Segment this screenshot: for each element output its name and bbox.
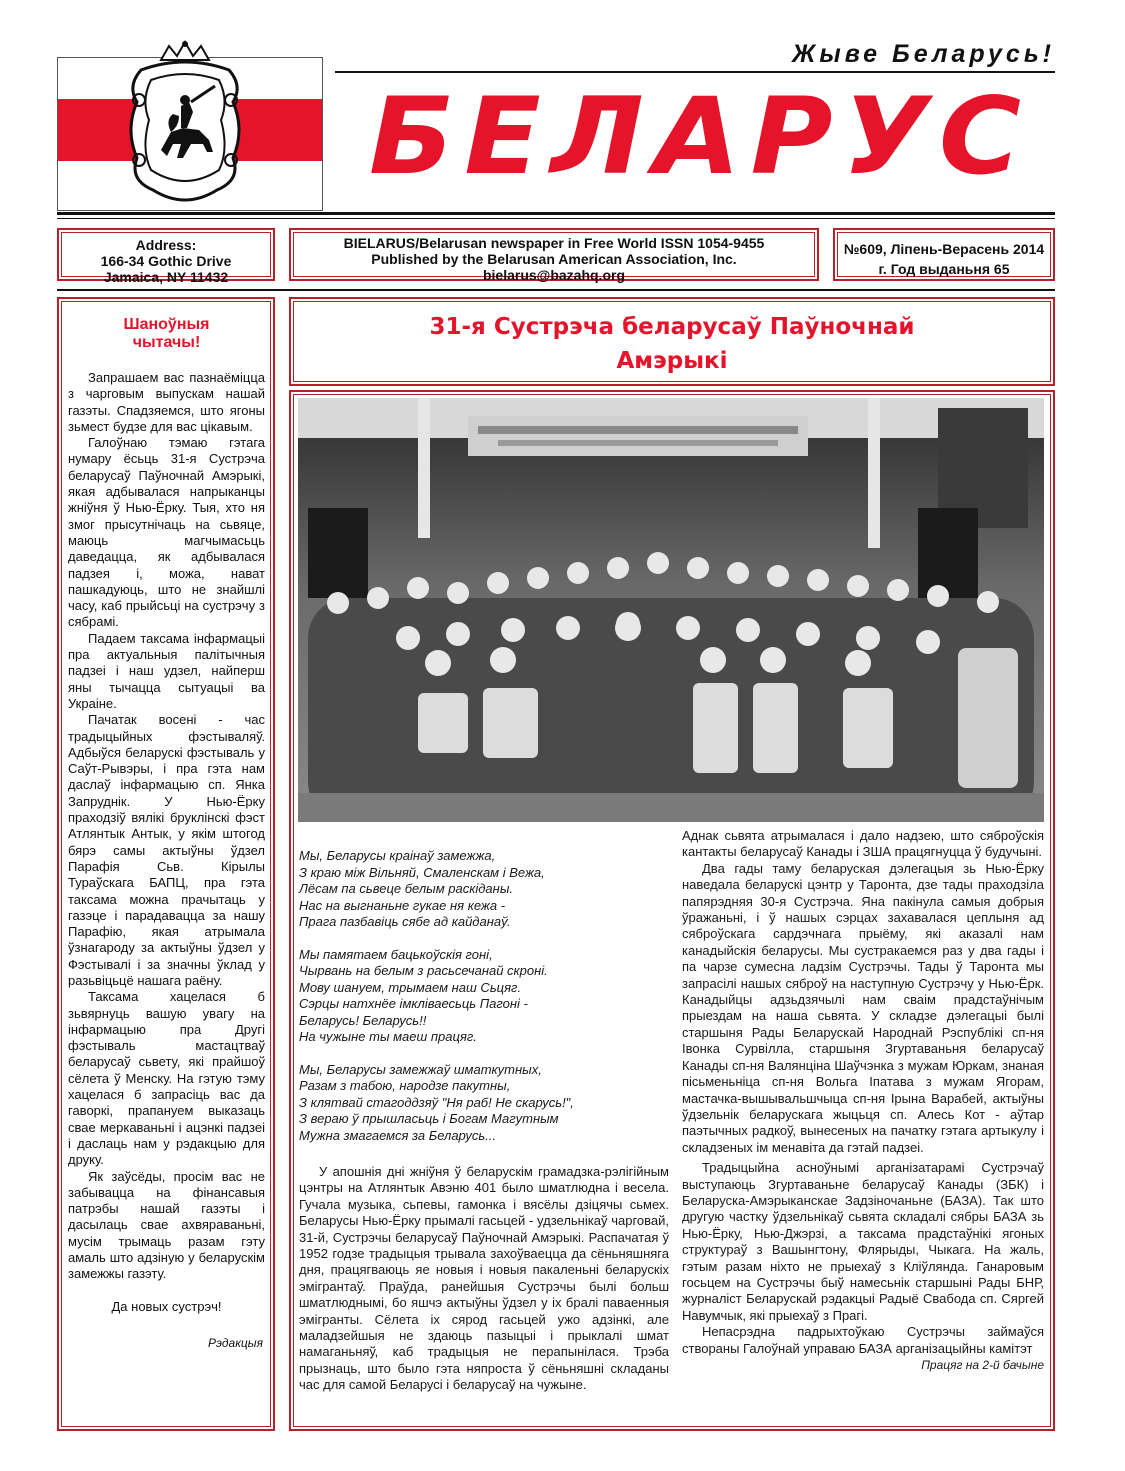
article-column-2: [682, 828, 1044, 1373]
address-city: Jamaica, NY 11432: [103, 269, 229, 285]
article-paragraph: У апошнія дні жніўня ў беларускім грамадзка-рэлігійным цэнтры на Атлянтык Авэню 401 было шматлюдна і весела. Гучала музыка, сьпевы, гамонка і вясёлы дзіцячы сьмех. Беларусы Нью-Ёрку прымалі гасьцей - удзельнікаў чарговай, 31-й, Сустрэчы беларусаў Паўночнай Амэрыкі. Распачатая ў 1952 годзе традыцыя трывала захоўваецца да сёньняшняга дня, працягваюць яе новыя і новыя пакаленьні беларускіх эмігрантаў. Праўда, ранейшыя Сустрэчы былі больш шматлюднымі, бо яшчэ актыўны ўдзел у іх бралі паваенныя эмігранты. Сёлета іх сярод гасьцей ужо адзінкі, але маладзейшыя не здаюць пазыцыі і прыклалі шмат намаганьняў, каб традыцыя не перапынілася. Трэба прызнаць, што было гэта няпроста ў сёньняшні складаны час для самой Беларусі і беларусаў на чужыне.: [299, 1164, 669, 1393]
article-paragraph: Традыцыйна асноўнымі арганізатарамі Сустрэчаў выступаюць Згуртаваньне беларусаў Канады (ЗБК) і Беларуска-Амэрыканскае Задзіночаньне (БАЗА). Так што другую частку ўдзельнікаў сьвята складалі сябры БАЗА зь Нью-Ёрку, Нью-Джэрзі, а таксама прадстаўнікі ягоных структураў з Вашынгтону, Флярыды, Чыкага. На жаль, гэтым разам ніхто не прыехаў з Кліўлянда. Ганаровым госьцем на Сустрэчы быў намесьнік старшыні Рады БНР, журналіст Беларускай рэдакцыі Радыё Свабода сп. Сяргей Навумчык, які прыехаў з Прагі.: [682, 1160, 1044, 1323]
sidebar-heading: Шаноўныя чытачы!: [123, 316, 210, 351]
poem-stanza: Мы, Беларусы замежжаў шматкутных, Разам з табою, народзе пакутны, З клятвай стагоддзяў "Ня раб! Не скарусь!", З вераю ў прышласьць і Богам Магутным Мужна змагаемся за Беларусь...: [299, 1061, 574, 1143]
editorial-sidebar: [57, 297, 275, 1431]
article-column-1: [299, 1164, 669, 1394]
sidebar-paragraph: Запрашаем вас пазнаёміцца з чарговым выпускам нашай газэты. Спадзяемся, што ягоны зьмест будзе для вас цікавым.: [68, 370, 265, 434]
issue-year: г. Год выданьня 65: [878, 261, 1010, 277]
motto: Жыве Беларусь!: [792, 40, 1055, 68]
sidebar-paragraph: Як заўсёды, просім вас не забывацца на фінансавыя патрэбы нашай газэты і дасылаць свае ахвяраваньні, мусім трымаць разам гэту амаль што адзіную у беларускім замежжы газэту.: [68, 1168, 265, 1282]
address-street: 166-34 Gothic Drive: [100, 253, 232, 269]
address-box: [57, 228, 275, 285]
issue-number: №609, Ліпень-Верасень 2014: [843, 241, 1045, 257]
poem-stanza: Мы памятаем бацькоўскія гоні, Чырвань на белым з расьсечанай скроні. Мову шануем, трымаем наш Сьцяг. Сэрцы натхнёе імкліваесьць Пагоні - Беларусь! Беларусь!! На чужыне ты маеш працяг.: [299, 946, 548, 1044]
sidebar-signature: Рэдакцыя: [208, 1335, 263, 1350]
masthead-divider: [57, 212, 1055, 215]
masthead-divider-thin: [57, 218, 1055, 219]
poem: [299, 848, 669, 1160]
sidebar-paragraph: Пачатак восені - час традыцыйных фэстываляў. Адбыўся беларускі фэстываль у Саўт-Рывэры, і пра гэта нам даслаў інфармацыю сп. Янка Запруднік. У Нью-Ёрку праходзіў вялікі бруклінскі фэст Атлянтык Антык, у якім штогод бярэ самы актыўны ўдзел Парафія Сьв. Кірылы Тураўскага БАПЦ, пра гэта таксама можна прачытаць у газэце і парадавацца за нашу Парафію, якая атрымала ўзнагароду за актыўны ўдзел у Фэстывалі і за значны ўклад у разьвіцьцё нашага раёну.: [68, 712, 265, 988]
sidebar-paragraph: Таксама хацелася б зьвярнуць вашую увагу на інфармацыю пра Другі фэстываль мастацтваў беларусаў сьвету, які прайшоў сёлета ў Менску. На гэтую тэму хацелася б запрасіць вас да гаворкі, прапануем выказаць свае меркаваньні і ацэнкі падзеі і даслаць нам у рэдакцыю для друку.: [68, 989, 265, 1168]
pahonia-coat-of-arms-icon: [121, 40, 249, 210]
headline-box: [289, 297, 1055, 386]
masthead-rule: [335, 71, 1055, 73]
article-paragraph: Два гады таму беларуская дэлегацыя зь Нью-Ёрку наведала беларускі цэнтр у Таронта, дзе тады праходзіла папярэдняя 30-я Сустрэча. Яна пакінула самыя добрыя ўражаньні, і ў нашых сэрцах захавалася цеплыня ад сяброўскага сардэчнага прыёму, які аказалі нам канадыйскія беларусы. Мы сустракаемся раз у два гады і па чарзе сумесна ладзім Сустрэчы. Тады ў Таронта мы запрасілі нашых сяброў на наступную Сустрэчу у Нью-Ёрк. Канадыйцы адзьдзячылі нам сваім прадстаўнічым прыездам на наша сьвята. У складзе дэлегацыі былі старшыня Рады Беларускай Народнай Рэспублікі сп-ня Івонка Сурвілла, старшыня Згуртаваньня беларусаў Канады сп-ня Валянціна Шаўчэнка з мужам Юркам, знаная пісьменьніца сп-ня Вольга Іпатава з мужам Ягорам, мастачка-вышывальшчыца сп-ня Ірына Варабей, актыўны ўдзельнік беларускага жыцьця сп. Алесь Кот - аўтар паэтычных радкоў, вынесеных на пачатку гэтага артыкулу і складзеных ім менавіта да гэтай падзеі.: [682, 860, 1044, 1155]
newspaper-title: БЕЛАРУС: [368, 75, 1032, 199]
publisher-box: [289, 228, 819, 281]
headline-line-2: Амэрыкі: [616, 348, 728, 374]
publisher-issn: BIELARUS/Belarusan newspaper in Free World ISSN 1054-9455: [343, 235, 765, 251]
group-photo: [298, 398, 1044, 822]
poem-stanza: Мы, Беларусы краінаў замежжа, З краю між Вільняй, Смаленскам і Вежа, Лёсам па сьвеце белым раскіданы. Нас на выгнаньне гукае ня кежа - Прага пазбавіць сябе ад кайданаў.: [299, 848, 545, 929]
article-paragraph: Аднак сьвята атрымалася і дало надзею, што сяброўскія кантакты беларусаў Канады і ЗША працягнуцца ў будучыні.: [682, 828, 1044, 860]
sidebar-closing: Да новых сустрэч!: [111, 1298, 222, 1314]
publisher-name: Published by the Belarusan American Association, Inc.: [371, 251, 737, 267]
address-label: Address:: [135, 237, 197, 253]
continued-note[interactable]: Працяг на 2-й бачыне: [921, 1358, 1044, 1372]
publisher-email[interactable]: bielarus@bazahq.org: [482, 267, 625, 283]
issue-box: [833, 228, 1055, 281]
headline-line-1: 31-я Сустрэча беларусаў Паўночнай: [429, 314, 915, 340]
header-bottom-rule: [57, 289, 1055, 291]
sidebar-paragraph: Галоўнаю тэмаю гэтага нумару ёсьць 31-я Сустрэча беларусаў Паўночнай Амэрыкі, якая адбывалася напрыканцы жніўня ў Нью-Ёрку. Тыя, хто ня змог прысутнічаць на сьвяце, маюць магчымасьць даведацца, як адбывалася падзея і, можа, нават пашкадуюць, што не знайшлі часу, каб прыйсьці на сустрэчу з сябрамі.: [68, 435, 265, 630]
sidebar-paragraph: Падаем таксама інфармацыі пра актуальныя палітычныя падзеі і наш удзел, найперш яны тычацца сытуацыі ва Украіне.: [68, 630, 265, 711]
article-paragraph: Непасрэдна падрыхтоўкаю Сустрэчы займаўся створаны Галоўнай управаю БАЗА арганізацыйны камітэт: [682, 1324, 1044, 1356]
